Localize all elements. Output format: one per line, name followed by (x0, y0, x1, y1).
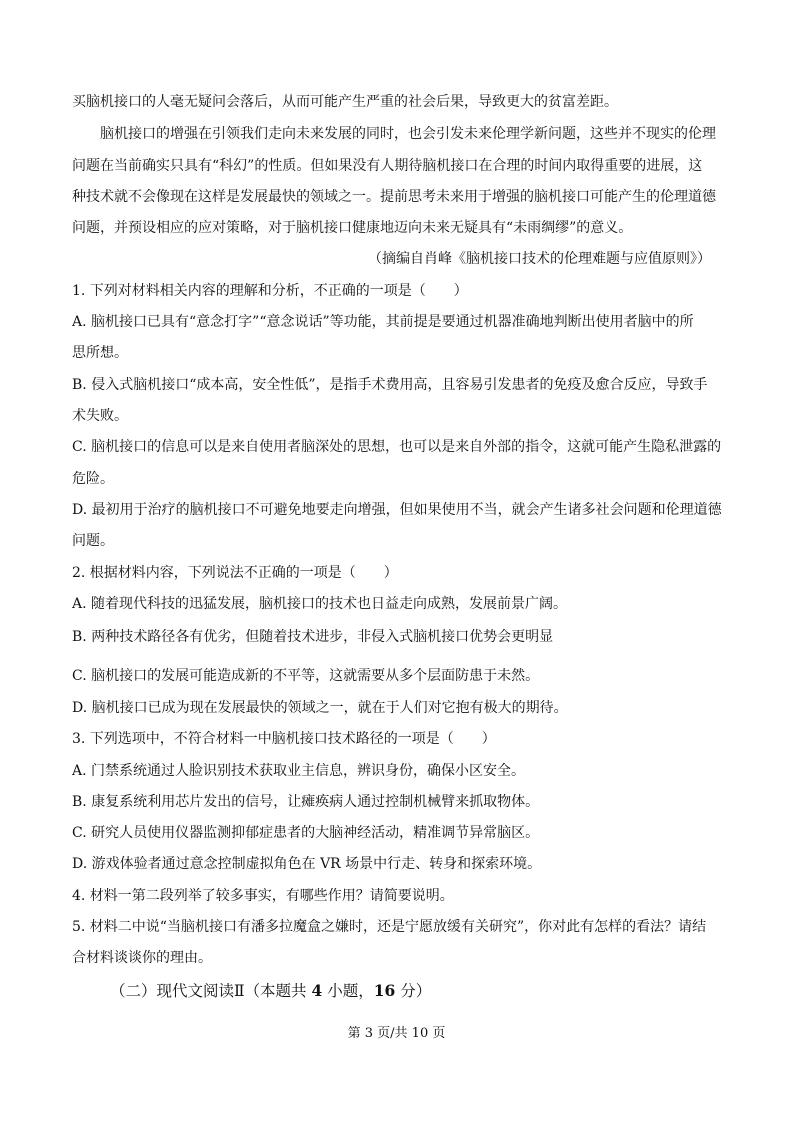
question-1-option-c-cont: 危险。 (72, 471, 114, 487)
passage-paragraph-line: 种技术就不会像现在这样是发展最快的领域之一。提前思考未来用于增强的脑机接口可能产生的伦理道德 (72, 189, 716, 205)
question-1-option-d-cont: 问题。 (72, 533, 114, 549)
question-5: 5. 材料二中说“当脑机接口有潘多拉魔盒之嫌时，还是宁愿放缓有关研究”，你对此有怎样的看法？请结 (72, 919, 707, 935)
question-3-option-d: D. 游戏体验者通过意念控制虚拟角色在 VR 场景中行走、转身和探索环境。 (72, 856, 542, 872)
question-1-option-b-cont: 术失败。 (72, 408, 128, 424)
question-3-option-c: C. 研究人员使用仪器监测抑郁症患者的大脑神经活动，精准调节异常脑区。 (72, 825, 540, 841)
question-5-cont: 合材料谈谈你的理由。 (72, 950, 212, 966)
section-heading: （二）现代文阅读Ⅱ（本题共 4 小题，16 分） (110, 981, 432, 1000)
question-1-option-d: D. 最初用于治疗的脑机接口不可避免地要走向增强，但如果使用不当，就会产生诸多社会问题和伦理道德 (72, 502, 722, 518)
question-2-option-d: D. 脑机接口已成为现在发展最快的领域之一，就在于人们对它抱有极大的期待。 (72, 700, 568, 716)
question-2-option-b: B. 两种技术路径各有优劣，但随着技术进步，非侵入式脑机接口优势会更明显 (72, 629, 554, 645)
passage-paragraph-line: 脑机接口的增强在引领我们走向未来发展的同时，也会引发未来伦理学新问题，这些并不现实的伦理 (100, 126, 716, 142)
passage-paragraph-line: 问题，并预设相应的应对策略，对于脑机接口健康地迈向未来无疑具有“未雨绸缪”的意义。 (72, 220, 633, 236)
question-1-stem: 1. 下列对材料相关内容的理解和分析，不正确的一项是（ ） (72, 283, 468, 299)
question-3-option-a: A. 门禁系统通过人脸识别技术获取业主信息，辨识身份，确保小区安全。 (72, 763, 526, 779)
passage-paragraph-line: 问题在当前确实只具有“科幻”的性质。但如果没有人期待脑机接口在合理的时间内取得重要的进展，这 (72, 158, 703, 174)
question-1-option-a-cont: 思所想。 (72, 345, 128, 361)
question-3-stem: 3. 下列选项中，不符合材料一中脑机接口技术路径的一项是（ ） (72, 731, 496, 747)
question-2-stem: 2. 根据材料内容，下列说法不正确的一项是（ ） (72, 565, 398, 581)
question-1-option-c: C. 脑机接口的信息可以是来自使用者脑深处的思想，也可以是来自外部的指令，这就可能产生隐私泄露的 (72, 439, 722, 455)
question-1-option-a: A. 脑机接口已具有“意念打字”“意念说话”等功能，其前提是要通过机器准确地判断出使用者脑中的所 (72, 314, 694, 330)
question-1-option-b: B. 侵入式脑机接口“成本高，安全性低”，是指手术费用高，且容易引发患者的免疫及愈合反应，导致手 (72, 377, 708, 393)
question-2-option-c: C. 脑机接口的发展可能造成新的不平等，这就需要从多个层面防患于未然。 (72, 668, 540, 684)
passage-continuation-line: 买脑机接口的人毫无疑问会落后，从而可能产生严重的社会后果，导致更大的贫富差距。 (72, 94, 618, 110)
question-3-option-b: B. 康复系统利用芯片发出的信号，让瘫痪病人通过控制机械臂来抓取物体。 (72, 794, 540, 810)
page-number-footer: 第 3 页/共 10 页 (347, 1026, 446, 1041)
question-2-option-a: A. 随着现代科技的迅猛发展，脑机接口的技术也日益走向成熟，发展前景广阔。 (72, 596, 568, 612)
question-4: 4. 材料一第二段列举了较多事实，有哪些作用？请简要说明。 (72, 888, 454, 904)
passage-source: （摘编自肖峰《脑机接口技术的伦理难题与应值原则》） (368, 251, 711, 267)
